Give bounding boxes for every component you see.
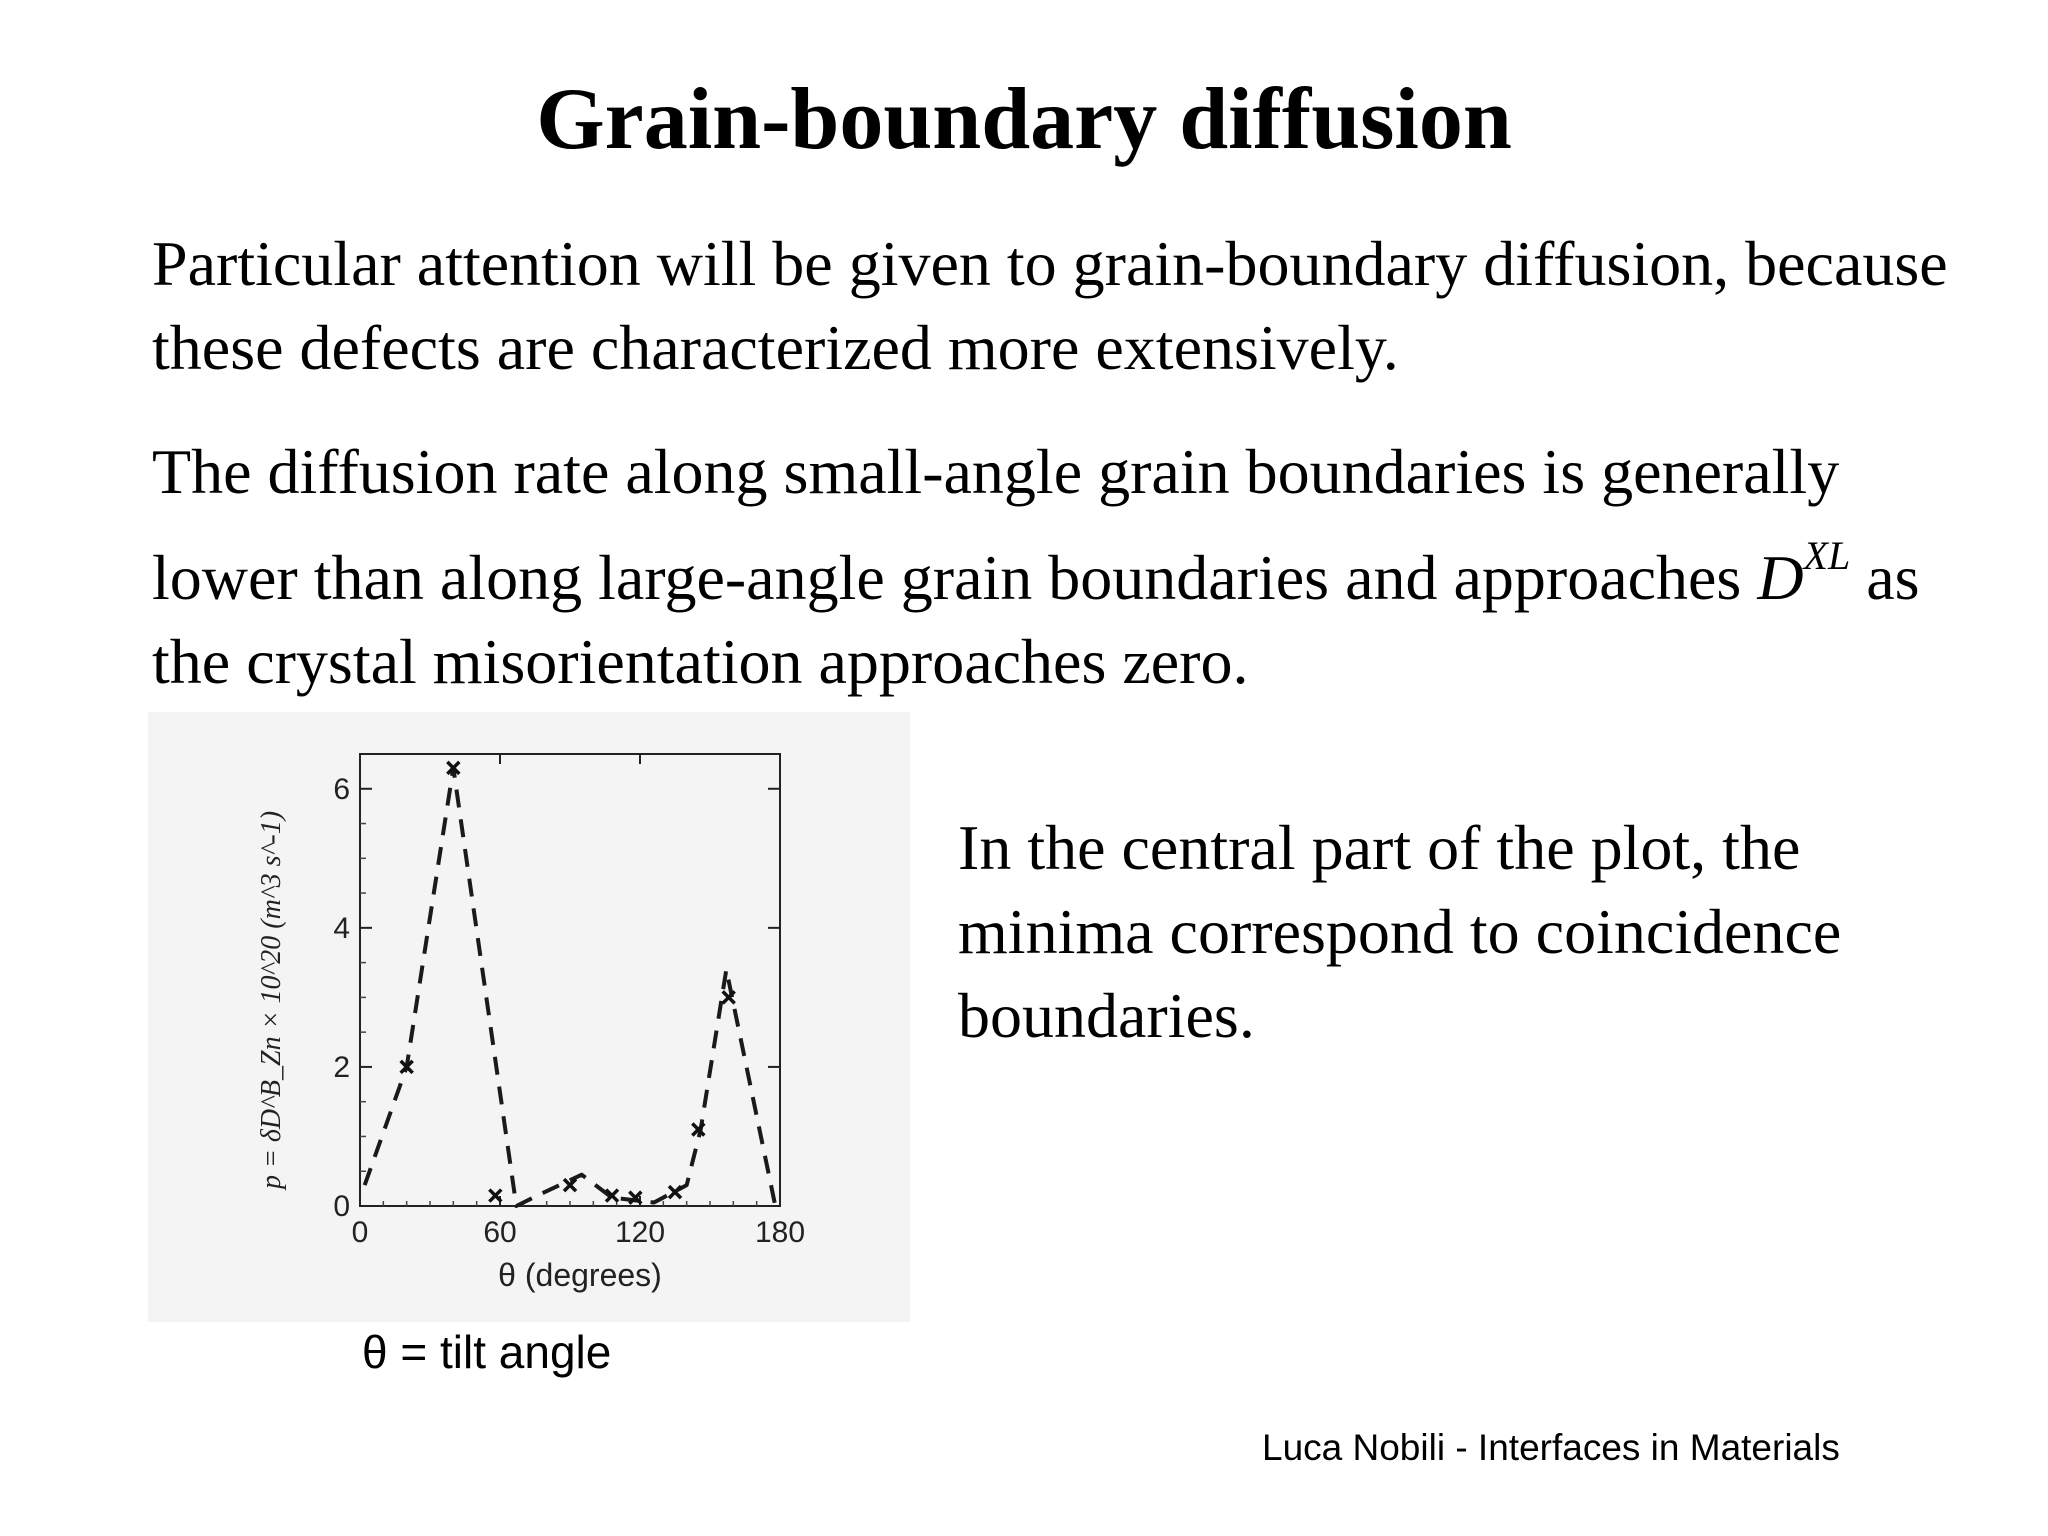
diffusion-rate-paragraph <box>152 430 1952 704</box>
diffusion-plot <box>148 712 910 1322</box>
intro-paragraph: Particular attention will be given to grain-boundary diffusion, because these defects are characterized more extensively. <box>152 228 1948 383</box>
plot-frame <box>360 754 780 1206</box>
data-marker <box>669 1186 681 1198</box>
footer-credit: Luca Nobili - Interfaces in Materials <box>1262 1427 1840 1468</box>
x-axis-label: θ (degrees) <box>498 1257 662 1293</box>
y-axis-label: p = δD^B_Zn × 10^20 (m^3 s^-1) <box>256 810 287 1190</box>
x-tick-label: 120 <box>614 1216 666 1249</box>
y-tick-label: 2 <box>333 1050 350 1084</box>
dashed-curve <box>365 768 776 1206</box>
slide-title: Grain-boundary diffusion <box>536 71 1512 168</box>
paragraph-text-end: as the crystal misorientation approaches zero. <box>152 542 1920 697</box>
side-note: In the central part of the plot, the minima correspond to coincidence boundaries. <box>958 812 1842 1051</box>
diffusion-superscript: XL <box>1803 533 1851 578</box>
y-tick-label: 4 <box>333 911 350 945</box>
data-marker <box>564 1179 576 1191</box>
y-tick-label: 6 <box>333 772 350 806</box>
figure-caption: θ = tilt angle <box>362 1326 612 1378</box>
x-tick-label: 0 <box>351 1216 369 1249</box>
paragraph-text-start: The diffusion rate along small-angle grain boundaries is generally lower than along large-angle grain boundaries and approaches <box>152 436 1840 613</box>
plot-svg <box>148 712 910 1322</box>
x-tick-label: 60 <box>483 1216 517 1249</box>
y-tick-label: 0 <box>333 1190 350 1223</box>
x-tick-label: 180 <box>754 1216 806 1249</box>
data-marker <box>723 991 735 1003</box>
data-marker <box>489 1190 501 1202</box>
diffusion-symbol: D <box>1757 542 1804 613</box>
